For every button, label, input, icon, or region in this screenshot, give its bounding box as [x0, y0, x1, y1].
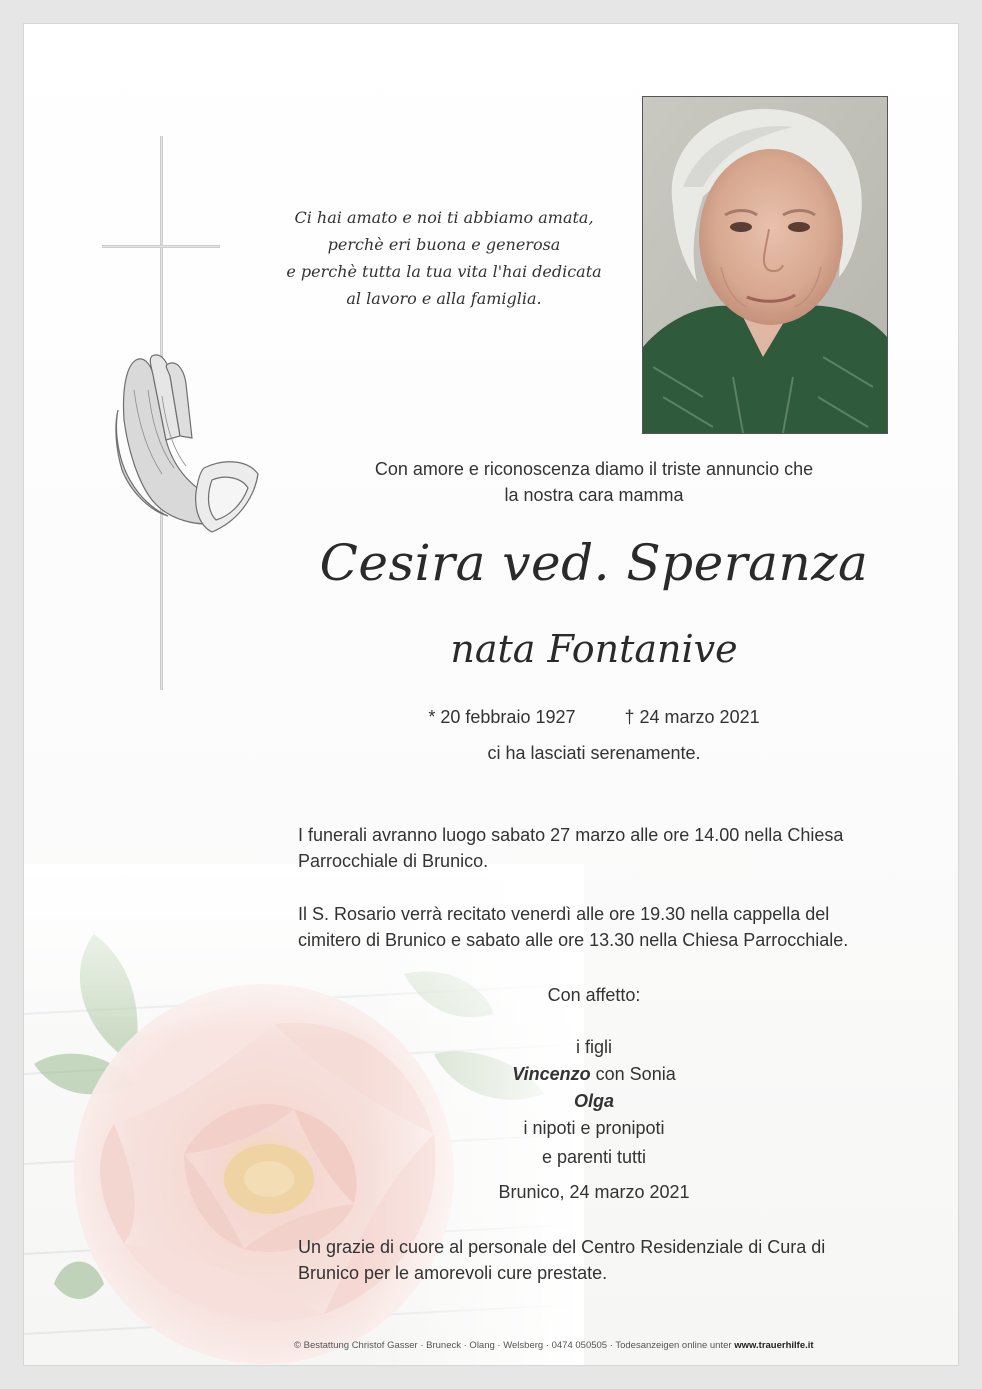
footer-website-link[interactable]: www.trauerhilfe.it — [734, 1340, 814, 1351]
portrait-photo — [642, 96, 888, 434]
child-1-suffix: con Sonia — [595, 1064, 676, 1084]
cross-horizontal-bar — [102, 245, 220, 248]
birth-date: * 20 febbraio 1927 — [428, 707, 576, 727]
praying-hands-icon — [108, 350, 260, 540]
thanks-note — [298, 1234, 898, 1286]
obituary-card — [24, 24, 958, 1365]
grandchildren: i nipoti e pronipoti — [523, 1118, 665, 1138]
life-dates — [294, 704, 894, 730]
relatives: e parenti tutti — [541, 1147, 647, 1167]
funeral-line-2: Parrocchiale di Brunico. — [298, 851, 489, 871]
thanks-line-1: Un grazie di cuore al personale del Centro Residenziale di Cura di — [298, 1237, 826, 1257]
poem — [274, 204, 614, 312]
passing-text: ci ha lasciati serenamente. — [487, 743, 701, 763]
announcement-line-1: Con amore e riconoscenza diamo il triste annuncio che — [374, 459, 814, 479]
poem-line: perchè eri buona e generosa — [327, 235, 561, 254]
child-1-name: Vincenzo — [512, 1064, 591, 1084]
poem-line: al lavoro e alla famiglia. — [346, 289, 542, 308]
maiden-name: nata Fontanive — [450, 627, 738, 671]
announcement-line-2: la nostra cara mamma — [504, 485, 684, 505]
thanks-line-2: Brunico per le amorevoli cure prestate. — [298, 1263, 608, 1283]
family-list — [444, 1034, 744, 1142]
funeral-info — [298, 822, 898, 874]
funeral-line-1: I funerali avranno luogo sabato 27 marzo alle ore 14.00 nella Chiesa — [298, 825, 844, 845]
place-date: Brunico, 24 marzo 2021 — [498, 1182, 690, 1202]
child-2-name: Olga — [573, 1091, 614, 1111]
footer — [294, 1340, 934, 1351]
children-label: i figli — [575, 1037, 612, 1057]
poem-line: e perchè tutta la tua vita l'hai dedicata — [286, 262, 602, 281]
death-date: † 24 marzo 2021 — [624, 707, 760, 727]
announcement — [294, 456, 894, 508]
deceased-name: Cesira ved. Speranza — [319, 534, 869, 592]
footer-text: © Bestattung Christof Gasser · Bruneck · Olang · Welsberg · 0474 050505 · Todesanzeigen online unter — [294, 1340, 732, 1351]
family-intro: Con affetto: — [547, 985, 641, 1005]
rosary-line-1: Il S. Rosario verrà recitato venerdì alle ore 19.30 nella cappella del — [298, 904, 830, 924]
rosary-info — [298, 901, 898, 953]
poem-line: Ci hai amato e noi ti abbiamo amata, — [294, 208, 594, 227]
rosary-line-2: cimitero di Brunico e sabato alle ore 13.30 nella Chiesa Parrocchiale. — [298, 930, 849, 950]
child-1 — [444, 1061, 744, 1088]
child-2 — [444, 1088, 744, 1115]
